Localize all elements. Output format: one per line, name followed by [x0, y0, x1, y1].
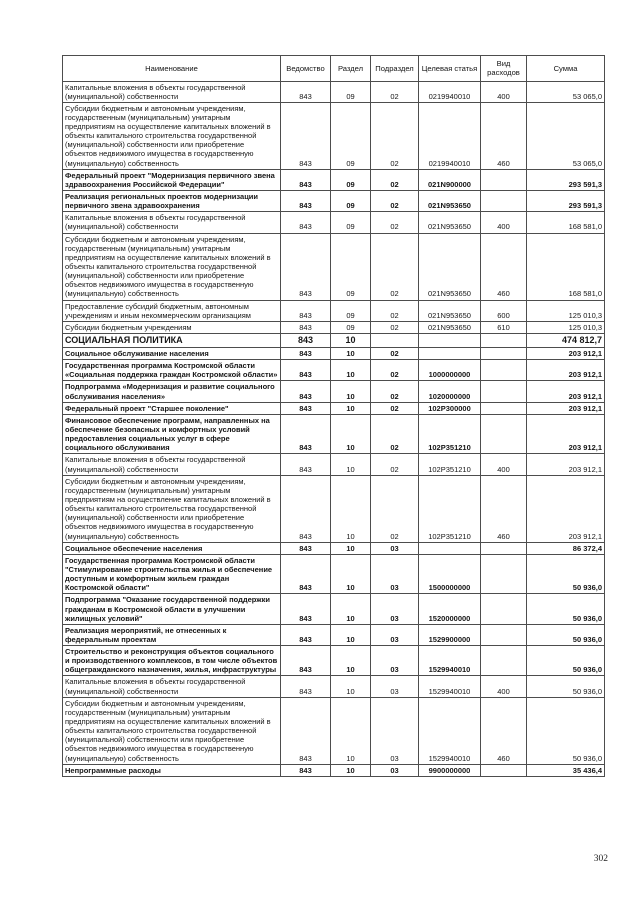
cell-target-article: 1529940010 [419, 697, 481, 764]
cell-target-article: 021N953650 [419, 233, 481, 300]
cell-expense-type [481, 764, 527, 776]
cell-podrazdel: 02 [371, 381, 419, 402]
cell-podrazdel: 02 [371, 454, 419, 475]
table-row [63, 697, 605, 764]
cell-expense-type: 460 [481, 697, 527, 764]
table-header-row [63, 56, 605, 82]
cell-name: Федеральный проект "Старшее поколение" [63, 402, 281, 414]
table-body [63, 81, 605, 776]
cell-podrazdel: 02 [371, 475, 419, 542]
cell-vedomstvo: 843 [281, 212, 331, 233]
cell-expense-type [481, 191, 527, 212]
cell-expense-type [481, 402, 527, 414]
cell-vedomstvo: 843 [281, 697, 331, 764]
cell-name: Реализация мероприятий, не отнесенных к федеральным проектам [63, 624, 281, 645]
cell-vedomstvo: 843 [281, 764, 331, 776]
cell-vedomstvo: 843 [281, 542, 331, 554]
cell-razdel: 09 [331, 81, 371, 102]
col-header-razdel: Раздел [331, 56, 371, 82]
cell-target-article: 021N953650 [419, 300, 481, 321]
cell-expense-type: 460 [481, 102, 527, 169]
cell-expense-type [481, 169, 527, 190]
cell-expense-type [481, 414, 527, 454]
cell-expense-type [481, 334, 527, 348]
cell-vedomstvo: 843 [281, 402, 331, 414]
cell-expense-type [481, 646, 527, 676]
cell-razdel: 10 [331, 594, 371, 624]
cell-vedomstvo: 843 [281, 233, 331, 300]
cell-target-article [419, 334, 481, 348]
cell-expense-type: 610 [481, 321, 527, 333]
budget-table [62, 55, 605, 777]
table-row [63, 676, 605, 697]
cell-vedomstvo: 843 [281, 381, 331, 402]
cell-vedomstvo: 843 [281, 554, 331, 594]
cell-razdel: 10 [331, 360, 371, 381]
cell-razdel: 10 [331, 475, 371, 542]
cell-target-article: 0219940010 [419, 81, 481, 102]
cell-podrazdel: 02 [371, 169, 419, 190]
cell-sum: 203 912,1 [527, 360, 605, 381]
cell-vedomstvo: 843 [281, 81, 331, 102]
cell-razdel: 10 [331, 381, 371, 402]
cell-podrazdel: 03 [371, 764, 419, 776]
table-row [63, 646, 605, 676]
cell-target-article: 1500000000 [419, 554, 481, 594]
cell-podrazdel [371, 334, 419, 348]
cell-target-article: 102P351210 [419, 454, 481, 475]
table-row [63, 381, 605, 402]
cell-name: Капитальные вложения в объекты государственной (муниципальной) собственности [63, 212, 281, 233]
col-header-vedomstvo: Ведомство [281, 56, 331, 82]
cell-razdel: 09 [331, 191, 371, 212]
cell-sum: 50 936,0 [527, 646, 605, 676]
table-row [63, 321, 605, 333]
table-row [63, 594, 605, 624]
cell-name: Непрограммные расходы [63, 764, 281, 776]
table-row [63, 212, 605, 233]
cell-podrazdel: 02 [371, 414, 419, 454]
table-row [63, 169, 605, 190]
cell-razdel: 09 [331, 233, 371, 300]
table-row [63, 191, 605, 212]
cell-podrazdel: 02 [371, 233, 419, 300]
cell-expense-type [481, 381, 527, 402]
col-header-name: Наименование [63, 56, 281, 82]
cell-target-article: 102P300000 [419, 402, 481, 414]
cell-expense-type [481, 554, 527, 594]
cell-vedomstvo: 843 [281, 414, 331, 454]
cell-target-article: 021N953650 [419, 191, 481, 212]
cell-razdel: 10 [331, 646, 371, 676]
cell-podrazdel: 02 [371, 402, 419, 414]
col-header-expense-type: Вид расходов [481, 56, 527, 82]
cell-podrazdel: 02 [371, 347, 419, 359]
table-row [63, 233, 605, 300]
cell-name: Строительство и реконструкция объектов социального и производственного комплексов, в том числе объектов общегражданского назначения, жилья, инфраструктуры [63, 646, 281, 676]
cell-expense-type: 400 [481, 454, 527, 475]
cell-razdel: 10 [331, 624, 371, 645]
table-row [63, 334, 605, 348]
cell-podrazdel: 03 [371, 697, 419, 764]
cell-sum: 125 010,3 [527, 321, 605, 333]
cell-sum: 35 436,4 [527, 764, 605, 776]
cell-podrazdel: 03 [371, 646, 419, 676]
cell-podrazdel: 02 [371, 321, 419, 333]
cell-razdel: 10 [331, 764, 371, 776]
cell-sum: 50 936,0 [527, 697, 605, 764]
cell-sum: 86 372,4 [527, 542, 605, 554]
cell-target-article: 021N953650 [419, 321, 481, 333]
cell-razdel: 09 [331, 321, 371, 333]
cell-razdel: 10 [331, 554, 371, 594]
table-row [63, 475, 605, 542]
cell-target-article: 021N953650 [419, 212, 481, 233]
cell-podrazdel: 02 [371, 191, 419, 212]
cell-razdel: 10 [331, 454, 371, 475]
cell-expense-type: 460 [481, 233, 527, 300]
cell-sum: 293 591,3 [527, 169, 605, 190]
cell-sum: 293 591,3 [527, 191, 605, 212]
table-row [63, 414, 605, 454]
cell-sum: 168 581,0 [527, 212, 605, 233]
cell-name: Субсидии бюджетным и автономным учреждениям, государственным (муниципальным) унитарным предприятиям на осуществление капитальных вложений в объекты капитального строительства государственной (муниципальной) собственности или приобретение объектов недвижимого имущества в государственную (муниципальную) собственность [63, 697, 281, 764]
cell-name: СОЦИАЛЬНАЯ ПОЛИТИКА [63, 334, 281, 348]
cell-vedomstvo: 843 [281, 191, 331, 212]
table-row [63, 402, 605, 414]
cell-podrazdel: 03 [371, 624, 419, 645]
cell-name: Капитальные вложения в объекты государственной (муниципальной) собственности [63, 676, 281, 697]
cell-name: Подпрограмма "Оказание государственной поддержки гражданам в Костромской области в улучшении жилищных условий" [63, 594, 281, 624]
cell-expense-type: 460 [481, 475, 527, 542]
table-row [63, 554, 605, 594]
cell-razdel: 09 [331, 102, 371, 169]
cell-razdel: 10 [331, 697, 371, 764]
cell-name: Субсидии бюджетным учреждениям [63, 321, 281, 333]
cell-podrazdel: 02 [371, 81, 419, 102]
cell-sum: 125 010,3 [527, 300, 605, 321]
cell-podrazdel: 03 [371, 554, 419, 594]
cell-target-article: 9900000000 [419, 764, 481, 776]
cell-razdel: 10 [331, 334, 371, 348]
cell-podrazdel: 02 [371, 212, 419, 233]
cell-target-article: 0219940010 [419, 102, 481, 169]
cell-razdel: 10 [331, 414, 371, 454]
cell-name: Капитальные вложения в объекты государственной (муниципальной) собственности [63, 81, 281, 102]
cell-sum: 203 912,1 [527, 454, 605, 475]
cell-sum: 50 936,0 [527, 624, 605, 645]
cell-vedomstvo: 843 [281, 594, 331, 624]
cell-target-article: 1529940010 [419, 676, 481, 697]
cell-sum: 168 581,0 [527, 233, 605, 300]
cell-name: Государственная программа Костромской области «Социальная поддержка граждан Костромской области» [63, 360, 281, 381]
table-row [63, 347, 605, 359]
cell-vedomstvo: 843 [281, 347, 331, 359]
cell-vedomstvo: 843 [281, 321, 331, 333]
cell-name: Государственная программа Костромской области "Стимулирование строительства жилья и обеспечение доступным и комфортным жильем граждан Костромской области" [63, 554, 281, 594]
cell-vedomstvo: 843 [281, 475, 331, 542]
cell-target-article [419, 347, 481, 359]
cell-name: Капитальные вложения в объекты государственной (муниципальной) собственности [63, 454, 281, 475]
cell-expense-type [481, 542, 527, 554]
table-row [63, 102, 605, 169]
cell-target-article: 1520000000 [419, 594, 481, 624]
cell-vedomstvo: 843 [281, 360, 331, 381]
cell-target-article: 021N900000 [419, 169, 481, 190]
cell-vedomstvo: 843 [281, 102, 331, 169]
cell-razdel: 10 [331, 542, 371, 554]
cell-name: Субсидии бюджетным и автономным учреждениям, государственным (муниципальным) унитарным предприятиям на осуществление капитальных вложений в объекты капитального строительства государственной (муниципальной) собственности или приобретение объектов недвижимого имущества в государственную (муниципальную) собственность [63, 233, 281, 300]
cell-sum: 474 812,7 [527, 334, 605, 348]
cell-vedomstvo: 843 [281, 646, 331, 676]
col-header-target-article: Целевая статья [419, 56, 481, 82]
cell-target-article: 102P351210 [419, 475, 481, 542]
cell-sum: 50 936,0 [527, 554, 605, 594]
cell-target-article [419, 542, 481, 554]
cell-name: Субсидии бюджетным и автономным учреждениям, государственным (муниципальным) унитарным предприятиям на осуществление капитальных вложений в объекты капитального строительства государственной (муниципальной) собственности или приобретение объектов недвижимого имущества в государственную (муниципальную) собственность [63, 102, 281, 169]
table-row [63, 454, 605, 475]
cell-sum: 50 936,0 [527, 676, 605, 697]
cell-expense-type [481, 347, 527, 359]
cell-target-article: 1020000000 [419, 381, 481, 402]
table-row [63, 542, 605, 554]
cell-sum: 203 912,1 [527, 402, 605, 414]
cell-expense-type [481, 624, 527, 645]
cell-name: Социальное обслуживание населения [63, 347, 281, 359]
cell-target-article: 1000000000 [419, 360, 481, 381]
cell-razdel: 10 [331, 402, 371, 414]
cell-expense-type [481, 594, 527, 624]
cell-target-article: 102P351210 [419, 414, 481, 454]
cell-razdel: 09 [331, 212, 371, 233]
cell-sum: 203 912,1 [527, 475, 605, 542]
cell-razdel: 09 [331, 300, 371, 321]
col-header-podrazdel: Подраздел [371, 56, 419, 82]
cell-name: Реализация региональных проектов модернизации первичного звена здравоохранения [63, 191, 281, 212]
cell-sum: 203 912,1 [527, 381, 605, 402]
cell-vedomstvo: 843 [281, 300, 331, 321]
cell-name: Субсидии бюджетным и автономным учреждениям, государственным (муниципальным) унитарным предприятиям на осуществление капитальных вложений в объекты капитального строительства государственной (муниципальной) собственности или приобретение объектов недвижимого имущества в государственную (муниципальную) собственность [63, 475, 281, 542]
cell-podrazdel: 03 [371, 676, 419, 697]
cell-sum: 203 912,1 [527, 347, 605, 359]
cell-podrazdel: 03 [371, 542, 419, 554]
col-header-sum: Сумма [527, 56, 605, 82]
cell-podrazdel: 02 [371, 300, 419, 321]
table-row [63, 300, 605, 321]
cell-vedomstvo: 843 [281, 334, 331, 348]
cell-expense-type [481, 360, 527, 381]
table-row [63, 81, 605, 102]
cell-target-article: 1529940010 [419, 646, 481, 676]
cell-expense-type: 400 [481, 81, 527, 102]
table-row [63, 360, 605, 381]
cell-expense-type: 400 [481, 676, 527, 697]
cell-sum: 53 065,0 [527, 81, 605, 102]
cell-expense-type: 600 [481, 300, 527, 321]
cell-razdel: 10 [331, 676, 371, 697]
cell-vedomstvo: 843 [281, 624, 331, 645]
cell-target-article: 1529900000 [419, 624, 481, 645]
cell-name: Предоставление субсидий бюджетным, автономным учреждениям и иным некоммерческим организациям [63, 300, 281, 321]
table-row [63, 764, 605, 776]
cell-name: Финансовое обеспечение программ, направленных на обеспечение безопасных и комфортных условий предоставления социальных услуг в сфере социального обслуживания [63, 414, 281, 454]
cell-name: Подпрограмма «Модернизация и развитие социального обслуживания населения» [63, 381, 281, 402]
cell-vedomstvo: 843 [281, 169, 331, 190]
cell-vedomstvo: 843 [281, 676, 331, 697]
cell-podrazdel: 02 [371, 360, 419, 381]
cell-razdel: 10 [331, 347, 371, 359]
cell-podrazdel: 03 [371, 594, 419, 624]
cell-name: Социальное обеспечение населения [63, 542, 281, 554]
cell-sum: 203 912,1 [527, 414, 605, 454]
cell-podrazdel: 02 [371, 102, 419, 169]
cell-sum: 50 936,0 [527, 594, 605, 624]
page-number: 302 [593, 854, 608, 864]
table-row [63, 624, 605, 645]
cell-expense-type: 400 [481, 212, 527, 233]
cell-razdel: 09 [331, 169, 371, 190]
cell-sum: 53 065,0 [527, 102, 605, 169]
cell-vedomstvo: 843 [281, 454, 331, 475]
cell-name: Федеральный проект "Модернизация первичного звена здравоохранения Российской Федерации" [63, 169, 281, 190]
